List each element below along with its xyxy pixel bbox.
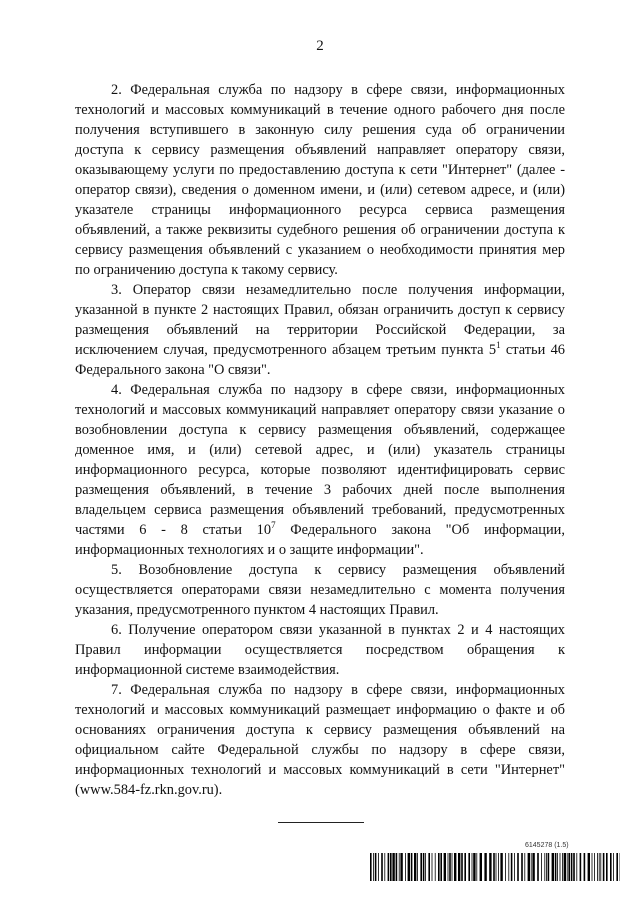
barcode-bar [573,853,575,881]
barcode-bar [610,853,612,881]
barcode-bar [454,853,456,881]
barcode-bar [370,853,372,881]
barcode-bar [524,853,525,881]
barcode-bar [493,853,495,881]
paragraph-4-text-end: Федерального закона "Об информации, информационных технологиях и о защите информации". [75,522,565,558]
barcode-bar [588,853,590,881]
barcode-bar [428,853,430,881]
barcode-bar [600,853,601,881]
barcode-bar [496,853,497,881]
barcode-bar [606,853,608,881]
document-body [75,80,565,800]
barcode-bar [399,853,400,881]
barcode-bar [414,853,416,881]
barcode-bar [438,853,440,881]
barcode-bar [476,853,477,881]
barcode-bar [468,853,470,881]
barcode-bar [417,853,418,881]
barcode-bar [388,853,390,881]
paragraph-3 [75,280,565,380]
barcode-bar [546,853,547,881]
barcode-bar [597,853,598,881]
barcode-bar [576,853,577,881]
barcode-bar [461,853,463,881]
barcode-bar [528,853,530,881]
paragraph-4-text: 4. Федеральная служба по надзору в сфере связи, информационных технологий и массовых коммуникаций направляет оператору связи указание о возобновлении доступа к сервису размещения объявлений, содержащее доменное имя, и (или) сетевой адрес, и (или) указатель страницы информационного ресурса, которые позволяют идентифицировать сервис размещения объявлений, в течение 3 рабочих дней после выполнения владельцем сервиса размещения объявлений требований, предусмотренных частями 6 - 8 статьи 10 [75,382,565,538]
barcode-bar [560,853,561,881]
barcode-bar [432,853,433,881]
barcode-bar [489,853,491,881]
barcode-bar [555,853,557,881]
barcode-bar [392,853,394,881]
barcode-bar [411,853,413,881]
paragraph-2: 2. Федеральная служба по надзору в сфере связи, информационных технологий и массовых коммуникаций в течение одного рабочего дня после получения вступившего в законную силу решения суда об ограничении доступа к сервису размещения объявлений направляет оператору связи, оказывающему услуги по предоставлению доступа к сети "Интернет" (далее - оператор связи), сведения о доменном имени, и (или) сетевом адресе, и (или) указателе страницы информационного ресурса сервиса размещения объявлений, а также реквизиты судебного решения об ограничении доступа к сервису размещения объявлений с указанием о необходимости принятия мер по ограничению доступа к такому сервису. [75,82,565,278]
paragraph-4 [75,380,565,560]
barcode-bar [537,853,539,881]
barcode-bar [435,853,436,881]
paragraph-3-text-end: статьи 46 Федерального закона "О связи". [75,342,565,378]
barcode-bar [425,853,426,881]
barcode-bar [444,853,446,881]
barcode-bar [378,853,379,881]
barcode-bar [448,853,449,881]
barcode-bar [440,853,442,881]
barcode-bar [498,853,499,881]
barcode-bar [616,853,618,881]
barcode-bar [505,853,506,881]
barcode-bar [564,853,566,881]
barcode-bar [613,853,614,881]
barcode-bar [480,853,482,881]
barcode-bar [521,853,523,881]
paragraph-6: 6. Получение оператором связи указанной в пунктах 2 и 4 настоящих Правил информации осуществляется посредством обращения к информационной системе взаимодействия. [75,622,565,678]
barcode-bar [405,853,406,881]
barcode-bar [594,853,595,881]
barcode-bar [541,853,542,881]
barcode-bar [562,853,563,881]
barcode-bar [557,853,558,881]
paragraph-3-superscript: 1 [496,340,501,351]
barcode-bar [532,853,534,881]
page-number: 2 [316,38,324,54]
barcode-bar [592,853,593,881]
barcode-bar [420,853,422,881]
barcode-bar [464,853,466,881]
document-code: 6145278 (1.5) [525,842,569,849]
barcode-bar [423,853,425,881]
barcode-bar [390,853,392,881]
barcode-bar [373,853,374,881]
barcode-bar [408,853,410,881]
barcode-bar [449,853,451,881]
barcode-bar [603,853,605,881]
barcode-image [370,853,620,881]
barcode-bar [381,853,383,881]
barcode-bar [548,853,550,881]
barcode-bar [552,853,554,881]
barcode-bar [531,853,532,881]
barcode-bar [511,853,513,881]
barcode-bar [567,853,568,881]
barcode-bar [384,853,385,881]
footer-rule [278,822,364,823]
barcode-bar [473,853,475,881]
barcode-bar [472,853,473,881]
barcode-bar [584,853,586,881]
barcode-bar [517,853,519,881]
barcode-bar [514,853,515,881]
paragraph-3-text: 3. Оператор связи незамедлительно после получения информации, указанной в пункте 2 настоящих Правил, обязан ограничить доступ к сервису размещения объявлений на территории Российской Федерации, за исключением случая, предусмотренного абзацем третьим пункта 5 [75,282,565,358]
barcode-bar [599,853,600,881]
paragraph-7: 7. Федеральная служба по надзору в сфере связи, информационных технологий и массовых коммуникаций размещает информацию о факте и об основаниях ограничения доступа к сервису размещения объявлений на официальном сайте Федеральной службы по надзору в сфере связи, информационных технологий и массовых коммуникаций в сети "Интернет" (www.584-fz.rkn.gov.ru). [75,682,565,798]
barcode-bar [396,853,398,881]
barcode-bar [484,853,486,881]
barcode-bar [580,853,582,881]
paragraph-4-superscript: 7 [271,520,276,531]
barcode-bar [544,853,545,881]
paragraph-5: 5. Возобновление доступа к сервису размещения объявлений осуществляется операторами связи незамедлительно с момента получения указания, предусмотренного пунктом 4 настоящих Правил. [75,562,565,618]
barcode-bar [571,853,573,881]
barcode-bar [508,853,509,881]
barcode-bar [568,853,570,881]
barcode-bar [375,853,377,881]
barcode-bar [452,853,453,881]
barcode-bar [458,853,460,881]
barcode-bar [400,853,402,881]
barcode-bar [500,853,502,881]
